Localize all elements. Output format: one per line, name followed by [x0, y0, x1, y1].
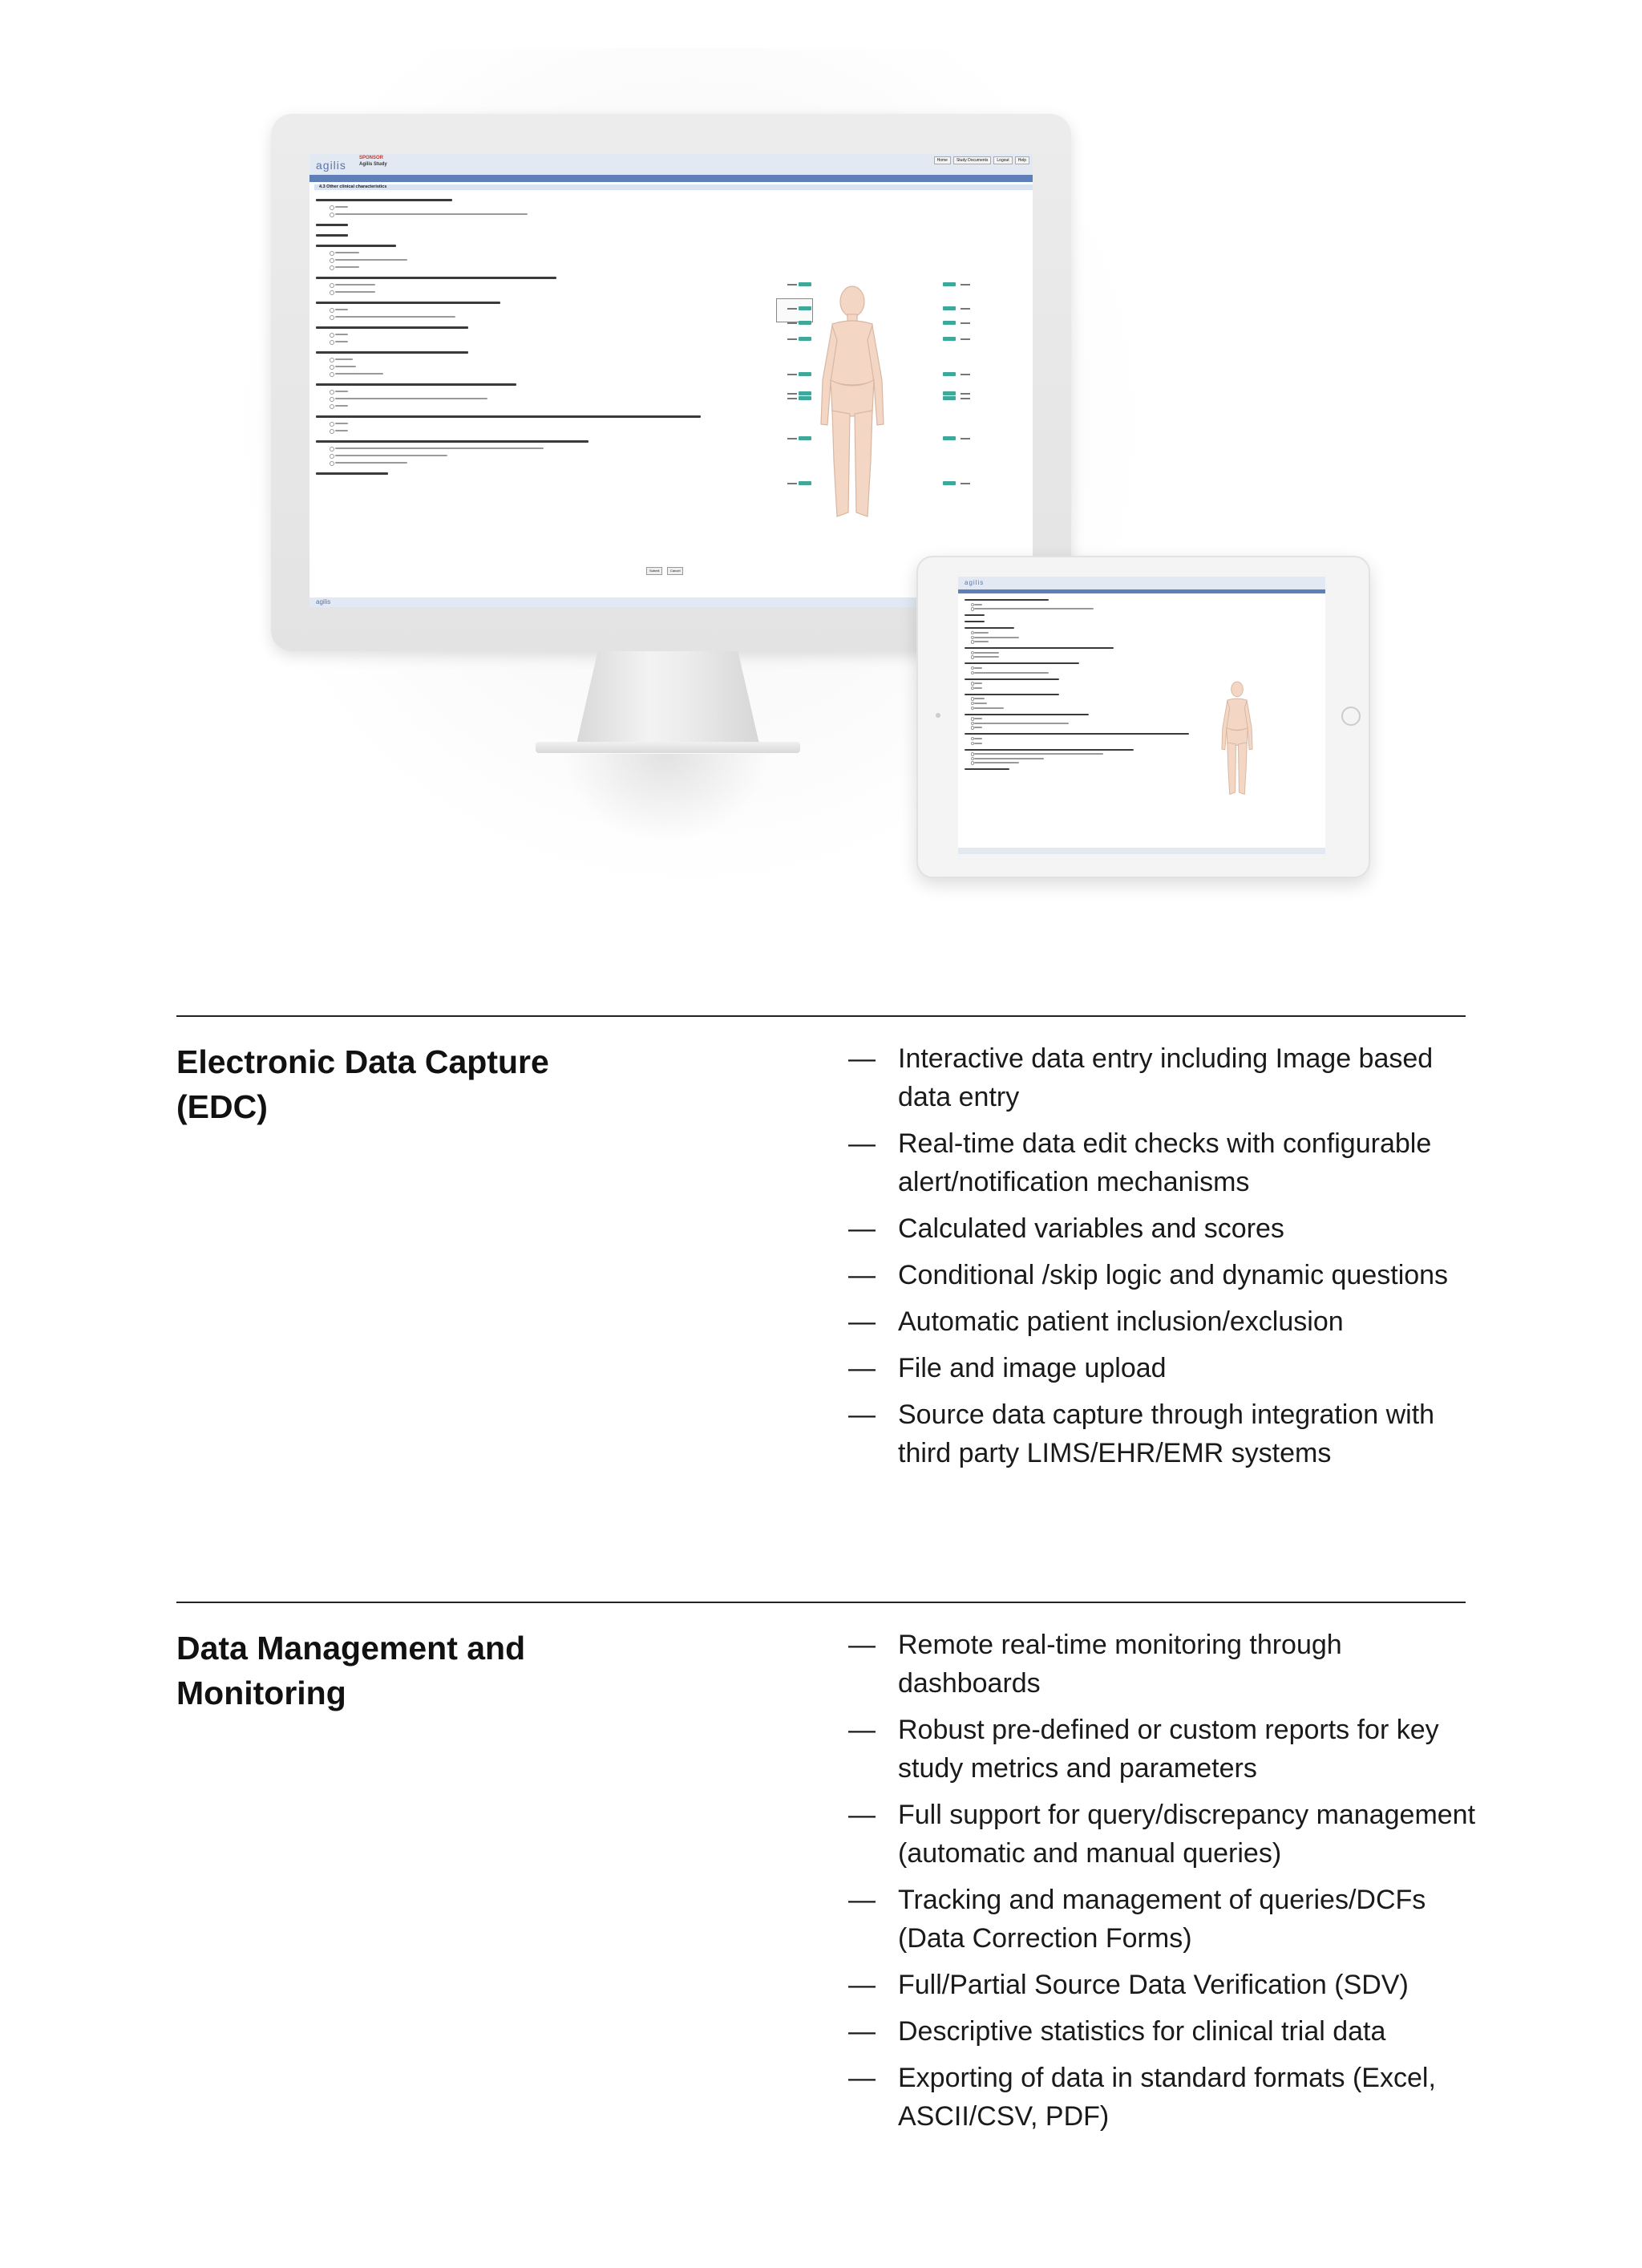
feature-text: Conditional /skip logic and dynamic questions — [898, 1260, 1449, 1290]
body-part-toggle[interactable] — [943, 306, 956, 310]
form-question-line — [965, 694, 1059, 695]
option-label-line — [335, 430, 348, 431]
radio-option[interactable] — [330, 251, 334, 256]
option-label-line — [974, 637, 1019, 638]
radio-option[interactable] — [330, 340, 334, 345]
feature-text: Interactive data entry including Image based data entry — [898, 1043, 1434, 1112]
radio-option[interactable] — [330, 315, 334, 320]
feature-text: Tracking and management of queries/DCFs (Data Correction Forms) — [898, 1885, 1426, 1954]
form-question-line — [316, 383, 516, 386]
app-nav — [934, 156, 1029, 164]
radio-option[interactable] — [330, 461, 334, 466]
legend-box — [776, 298, 813, 322]
feature-item — [848, 1124, 1482, 1201]
feature-item — [848, 2012, 1482, 2051]
radio-option[interactable] — [330, 213, 334, 217]
dash-bullet: — — [848, 1800, 876, 1830]
body-part-toggle[interactable] — [799, 321, 811, 325]
option-label-line — [974, 632, 989, 634]
section-divider-data-management — [176, 1602, 1466, 1603]
option-label-line — [335, 309, 348, 310]
feature-text: Calculated variables and scores — [898, 1213, 1284, 1244]
section-title-edc: Electronic Data Capture (EDC) — [176, 1043, 549, 1125]
feature-item — [848, 1209, 1482, 1248]
body-part-label-line — [787, 374, 797, 375]
app-header — [309, 154, 1033, 175]
radio-option[interactable] — [330, 404, 334, 409]
dash-bullet: — — [848, 1630, 876, 1660]
dash-bullet: — — [848, 2016, 876, 2047]
app-logo: agilis — [316, 159, 346, 172]
body-part-label-line — [787, 284, 797, 286]
form-section-title: 4.3 Other clinical characteristics — [314, 184, 1033, 190]
nav-logout[interactable]: Logout — [993, 156, 1012, 164]
dash-bullet: — — [848, 1970, 876, 2000]
body-part-toggle[interactable] — [943, 396, 956, 400]
body-part-toggle[interactable] — [799, 306, 811, 310]
option-label-line — [335, 259, 407, 261]
option-label-line — [974, 703, 987, 704]
body-part-label-line — [787, 308, 797, 310]
tablet-toolbar — [958, 589, 1325, 593]
dash-bullet: — — [848, 1399, 876, 1430]
feature-list-edc — [848, 1039, 1482, 1480]
feature-item — [848, 1395, 1482, 1472]
submit-button[interactable]: Submit — [646, 567, 662, 575]
radio-option[interactable] — [330, 290, 334, 295]
dash-bullet: — — [848, 2063, 876, 2093]
option-label-line — [335, 291, 375, 293]
option-label-line — [335, 423, 348, 424]
option-label-line — [335, 462, 407, 464]
body-part-label-line — [961, 322, 970, 324]
form-question-line — [316, 302, 500, 304]
form-question-line — [316, 472, 388, 475]
dash-bullet: — — [848, 1715, 876, 1745]
radio-option[interactable] — [330, 283, 334, 288]
radio-option[interactable] — [330, 333, 334, 338]
feature-item — [848, 1796, 1482, 1873]
option-label-line — [335, 448, 544, 449]
feature-item — [848, 1039, 1482, 1116]
dash-bullet: — — [848, 1306, 876, 1337]
body-part-label-line — [961, 393, 970, 395]
option-label-line — [335, 341, 348, 342]
feature-text: Automatic patient inclusion/exclusion — [898, 1306, 1344, 1337]
option-label-line — [974, 718, 982, 719]
radio-option[interactable] — [330, 258, 334, 263]
app-toolbar — [309, 175, 1033, 182]
dash-bullet: — — [848, 1260, 876, 1290]
form-question-line — [316, 234, 348, 237]
option-label-line — [335, 252, 359, 253]
option-label-line — [335, 455, 447, 456]
body-part-label-line — [961, 284, 970, 286]
body-part-toggle[interactable] — [799, 436, 811, 440]
form-question-line — [316, 224, 348, 226]
option-label-line — [335, 284, 375, 286]
feature-item — [848, 2059, 1482, 2136]
body-part-toggle[interactable] — [943, 321, 956, 325]
dash-bullet: — — [848, 1885, 876, 1915]
option-label-line — [974, 608, 1094, 610]
section-divider-edc — [176, 1015, 1466, 1017]
option-label-line — [335, 266, 359, 268]
dash-bullet: — — [848, 1213, 876, 1244]
option-label-line — [335, 334, 348, 335]
feature-item — [848, 1966, 1482, 2004]
body-part-label-line — [961, 398, 970, 399]
feature-text: Robust pre-defined or custom reports for key study metrics and parameters — [898, 1715, 1439, 1784]
form-question-line — [965, 647, 1114, 649]
radio-option[interactable] — [330, 390, 334, 395]
feature-item — [848, 1881, 1482, 1958]
option-label-line — [335, 398, 487, 399]
feature-text: File and image upload — [898, 1353, 1167, 1383]
tablet-body-map-image — [1219, 679, 1255, 800]
body-part-toggle[interactable] — [799, 391, 811, 395]
dash-bullet: — — [848, 1128, 876, 1159]
monitor-shadow — [561, 754, 770, 842]
body-part-label-line — [787, 393, 797, 395]
body-part-toggle[interactable] — [799, 282, 811, 286]
feature-list-data-management — [848, 1626, 1482, 2144]
tablet-app-logo: agilis — [965, 579, 985, 586]
option-label-line — [974, 687, 982, 689]
monitor-stand-neck — [576, 651, 760, 747]
body-part-label-line — [787, 438, 797, 439]
body-map-image — [816, 284, 888, 524]
option-label-line — [974, 743, 982, 744]
body-part-label-line — [961, 483, 970, 484]
radio-option[interactable] — [330, 358, 334, 362]
radio-option[interactable] — [330, 429, 334, 434]
radio-option[interactable] — [330, 447, 334, 452]
feature-text: Real-time data edit checks with configurable alert/notification mechanisms — [898, 1128, 1432, 1197]
feature-text: Exporting of data in standard formats (Excel, ASCII/CSV, PDF) — [898, 2063, 1436, 2132]
body-part-label-line — [961, 338, 970, 340]
cancel-button[interactable]: Cancel — [667, 567, 683, 575]
radio-option[interactable] — [330, 265, 334, 270]
option-label-line — [974, 753, 1103, 755]
option-label-line — [335, 366, 356, 367]
feature-item — [848, 1711, 1482, 1788]
form-question-line — [316, 326, 468, 329]
body-part-toggle[interactable] — [943, 436, 956, 440]
option-label-line — [974, 738, 982, 739]
feature-text: Descriptive statistics for clinical trial data — [898, 2016, 1386, 2047]
option-label-line — [335, 213, 528, 215]
body-part-label-line — [961, 438, 970, 439]
nav-study-documents[interactable]: Study Documents — [953, 156, 991, 164]
form-question-line — [965, 614, 985, 616]
option-label-line — [974, 672, 1049, 674]
radio-option[interactable] — [330, 372, 334, 377]
radio-option[interactable] — [330, 397, 334, 402]
form-question-line — [316, 245, 396, 247]
feature-text: Full support for query/discrepancy management (automatic and manual queries) — [898, 1800, 1476, 1869]
option-label-line — [974, 727, 982, 728]
form-question-line — [965, 599, 1049, 601]
body-part-toggle[interactable] — [943, 391, 956, 395]
tablet-screen — [958, 577, 1325, 854]
option-label-line — [335, 358, 353, 360]
form-question-line — [965, 749, 1134, 751]
option-label-line — [335, 373, 383, 375]
option-label-line — [974, 758, 1044, 759]
dash-bullet: — — [848, 1353, 876, 1383]
tablet-app-footer — [958, 848, 1325, 854]
footer-logo: agilis — [316, 598, 331, 605]
body-part-label-line — [961, 374, 970, 375]
option-label-line — [974, 641, 989, 642]
body-part-label-line — [787, 338, 797, 340]
dash-bullet: — — [848, 1043, 876, 1074]
study-name: Agilis Study — [359, 162, 387, 167]
option-label-line — [335, 391, 348, 392]
hero-mockups — [0, 0, 1642, 946]
feature-text: Full/Partial Source Data Verification (SDV) — [898, 1970, 1409, 2000]
tablet-device — [916, 556, 1370, 878]
form-question-line — [965, 768, 1009, 770]
body-part-label-line — [787, 483, 797, 484]
radio-option[interactable] — [330, 454, 334, 459]
nav-help[interactable]: Help — [1015, 156, 1029, 164]
form-question-line — [316, 199, 452, 201]
tablet-app-header — [958, 577, 1325, 589]
body-part-label-line — [787, 322, 797, 324]
body-part-toggle[interactable] — [943, 337, 956, 341]
body-part-toggle[interactable] — [799, 396, 811, 400]
option-label-line — [974, 723, 1069, 724]
radio-option[interactable] — [330, 205, 334, 210]
option-label-line — [974, 707, 1004, 709]
option-label-line — [974, 682, 982, 684]
option-label-line — [974, 762, 1019, 763]
form-question-line — [965, 662, 1079, 664]
monitor-stand-base — [536, 742, 800, 753]
body-part-toggle[interactable] — [799, 337, 811, 341]
feature-text: Source data capture through integration with third party LIMS/EHR/EMR systems — [898, 1399, 1435, 1468]
option-label-line — [335, 405, 348, 407]
form-question-line — [316, 440, 588, 443]
feature-text: Remote real-time monitoring through dashboards — [898, 1630, 1342, 1699]
body-part-toggle[interactable] — [943, 282, 956, 286]
option-label-line — [974, 652, 999, 654]
sponsor-label: SPONSOR — [359, 156, 384, 160]
body-part-toggle[interactable] — [799, 481, 811, 485]
option-label-line — [974, 656, 999, 658]
feature-item — [848, 1302, 1482, 1341]
radio-option[interactable] — [330, 308, 334, 313]
form-question-line — [965, 733, 1189, 735]
form-question-line — [965, 678, 1059, 680]
feature-item — [848, 1256, 1482, 1294]
tablet-camera — [936, 713, 940, 718]
option-label-line — [335, 206, 348, 208]
section-title-data-management: Data Management and Monitoring — [176, 1630, 526, 1711]
form-question-line — [316, 415, 701, 418]
feature-item — [848, 1626, 1482, 1703]
radio-option[interactable] — [330, 422, 334, 427]
radio-option[interactable] — [330, 365, 334, 370]
monitor-screen — [309, 154, 1033, 607]
tablet-home-button — [1341, 707, 1361, 726]
option-label-line — [974, 604, 982, 605]
body-part-toggle[interactable] — [943, 481, 956, 485]
form-question-line — [965, 627, 1014, 629]
form-question-line — [316, 351, 468, 354]
body-part-label-line — [787, 398, 797, 399]
option-label-line — [335, 316, 455, 318]
feature-item — [848, 1349, 1482, 1387]
form-question-line — [965, 714, 1089, 715]
option-label-line — [974, 698, 985, 699]
form-question-line — [316, 277, 556, 279]
form-question-line — [965, 621, 985, 622]
body-part-toggle[interactable] — [943, 372, 956, 376]
nav-home[interactable]: Home — [934, 156, 951, 164]
option-label-line — [974, 667, 982, 669]
body-part-toggle[interactable] — [799, 372, 811, 376]
body-part-label-line — [961, 308, 970, 310]
